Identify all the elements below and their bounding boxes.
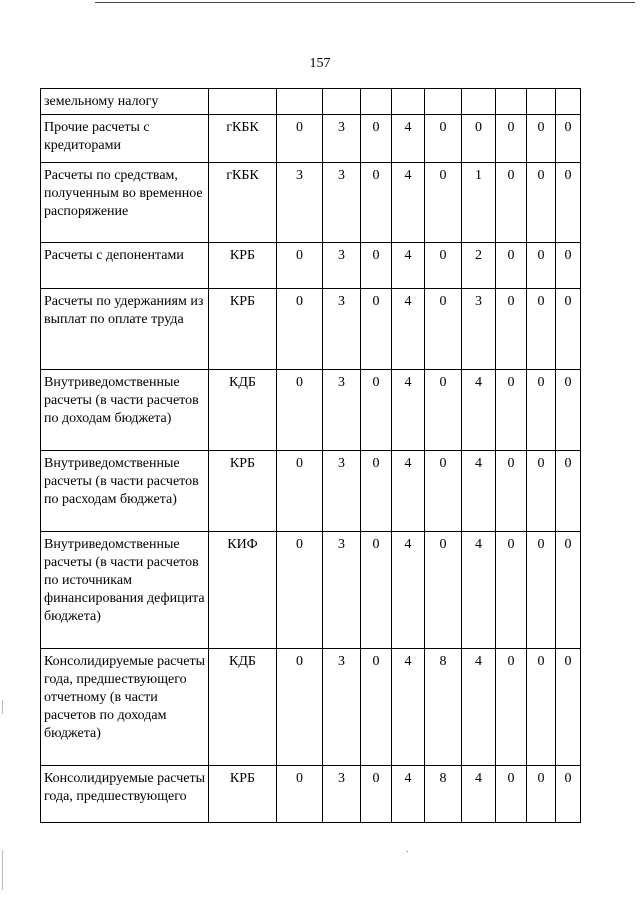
account-digit-cell: 0 [556,649,581,766]
account-digit-cell [277,89,323,115]
account-digit-cell: 0 [361,370,392,451]
budget-code-cell: КРБ [209,243,277,289]
account-digit-cell: 3 [323,370,361,451]
account-digit-cell: 0 [277,451,323,532]
budget-code-cell: гКБК [209,163,277,243]
account-digit-cell: 4 [392,451,425,532]
account-digit-cell: 0 [527,163,556,243]
account-digit-cell: 4 [392,163,425,243]
account-digit-cell: 8 [425,766,462,823]
account-digit-cell: 0 [361,289,392,370]
account-digit-cell: 4 [392,649,425,766]
account-digit-cell: 3 [323,532,361,649]
account-digit-cell: 0 [425,243,462,289]
account-name-cell: Расчеты по средствам, полученным во временное распоряжение [41,163,209,243]
account-digit-cell: 3 [462,289,496,370]
account-digit-cell: 0 [361,243,392,289]
account-digit-cell: 4 [392,766,425,823]
scan-margin-mark [2,850,3,890]
account-digit-cell: 4 [392,370,425,451]
account-digit-cell [462,89,496,115]
account-digit-cell: 3 [323,163,361,243]
account-digit-cell: 0 [527,649,556,766]
account-name-cell: Внутриведомственные расчеты (в части расчетов по доходам бюджета) [41,370,209,451]
account-digit-cell: 8 [425,649,462,766]
account-digit-cell: 0 [556,766,581,823]
account-digit-cell: 0 [361,163,392,243]
account-digit-cell: 0 [462,115,496,163]
table-row [41,766,581,823]
account-digit-cell: 4 [392,532,425,649]
account-digit-cell: 0 [527,243,556,289]
budget-code-cell: КДБ [209,649,277,766]
account-digit-cell: 0 [425,451,462,532]
account-digit-cell: 0 [361,649,392,766]
account-digit-cell: 0 [496,289,527,370]
account-digit-cell: 2 [462,243,496,289]
account-name-cell: Консолидируемые расчеты года, предшествующего отчетному (в части расчетов по доходам бюджета) [41,649,209,766]
account-digit-cell: 1 [462,163,496,243]
account-digit-cell: 0 [556,163,581,243]
budget-code-cell: КРБ [209,289,277,370]
account-digit-cell: 0 [277,766,323,823]
account-digit-cell: 3 [323,649,361,766]
account-digit-cell: 0 [527,370,556,451]
account-digit-cell [425,89,462,115]
account-digit-cell: 0 [556,243,581,289]
table-body [41,89,581,823]
account-digit-cell: 4 [462,370,496,451]
table-row [41,89,581,115]
table-row [41,451,581,532]
account-digit-cell: 4 [462,451,496,532]
account-digit-cell: 0 [361,766,392,823]
account-name-cell: земельному налогу [41,89,209,115]
account-digit-cell: 0 [361,451,392,532]
account-digit-cell: 0 [277,532,323,649]
table-row [41,370,581,451]
account-digit-cell: 0 [425,163,462,243]
budget-code-cell: КРБ [209,766,277,823]
table-row [41,115,581,163]
account-digit-cell: 0 [277,370,323,451]
account-digit-cell: 0 [496,451,527,532]
page-number: 157 [309,56,331,71]
account-digit-cell: 0 [496,766,527,823]
account-digit-cell: 0 [496,243,527,289]
account-digit-cell: 0 [496,370,527,451]
account-digit-cell: 0 [425,289,462,370]
account-digit-cell: 0 [277,243,323,289]
account-digit-cell: 4 [392,115,425,163]
account-digit-cell [527,89,556,115]
budget-code-cell: КИФ [209,532,277,649]
scan-margin-mark [2,700,3,714]
account-name-cell: Консолидируемые расчеты года, предшествующего [41,766,209,823]
account-digit-cell: 0 [496,163,527,243]
account-digit-cell [392,89,425,115]
account-digit-cell: 3 [323,289,361,370]
top-scan-edge [95,2,635,3]
table-row [41,163,581,243]
account-digit-cell [556,89,581,115]
table-row [41,289,581,370]
table-row [41,243,581,289]
account-name-cell: Расчеты с депонентами [41,243,209,289]
account-digit-cell: 0 [425,115,462,163]
account-name-cell: Внутриведомственные расчеты (в части расчетов по расходам бюджета) [41,451,209,532]
budget-code-cell: гКБК [209,115,277,163]
account-digit-cell: 0 [496,115,527,163]
account-digit-cell: 3 [323,243,361,289]
table-row [41,532,581,649]
account-digit-cell: 4 [462,766,496,823]
account-digit-cell: 0 [527,532,556,649]
account-digit-cell: 0 [556,532,581,649]
account-digit-cell: 0 [556,370,581,451]
account-digit-cell [496,89,527,115]
account-digit-cell: 0 [527,289,556,370]
budget-code-cell: КДБ [209,370,277,451]
scan-speck [406,851,408,852]
account-digit-cell: 0 [527,451,556,532]
account-digit-cell: 3 [277,163,323,243]
account-digit-cell: 3 [323,451,361,532]
account-name-cell: Прочие расчеты с кредиторами [41,115,209,163]
account-digit-cell: 0 [556,115,581,163]
account-digit-cell: 3 [323,766,361,823]
account-digit-cell: 0 [277,289,323,370]
account-digit-cell: 0 [361,115,392,163]
account-name-cell: Внутриведомственные расчеты (в части расчетов по источникам финансирования дефицита бюджета) [41,532,209,649]
account-digit-cell: 0 [277,649,323,766]
account-digit-cell: 4 [462,532,496,649]
account-digit-cell: 0 [277,115,323,163]
account-digit-cell: 0 [527,766,556,823]
table-row [41,649,581,766]
budget-code-cell [209,89,277,115]
account-digit-cell: 0 [496,532,527,649]
account-digit-cell: 0 [425,532,462,649]
account-digit-cell: 0 [496,649,527,766]
account-digit-cell [361,89,392,115]
account-digit-cell: 0 [425,370,462,451]
budget-code-cell: КРБ [209,451,277,532]
account-digit-cell [323,89,361,115]
accounts-table [40,88,581,823]
account-digit-cell: 0 [361,532,392,649]
account-digit-cell: 0 [556,451,581,532]
account-digit-cell: 0 [527,115,556,163]
account-digit-cell: 0 [556,289,581,370]
account-digit-cell: 3 [323,115,361,163]
account-name-cell: Расчеты по удержаниям из выплат по оплате труда [41,289,209,370]
account-digit-cell: 4 [392,289,425,370]
account-digit-cell: 4 [462,649,496,766]
account-digit-cell: 4 [392,243,425,289]
